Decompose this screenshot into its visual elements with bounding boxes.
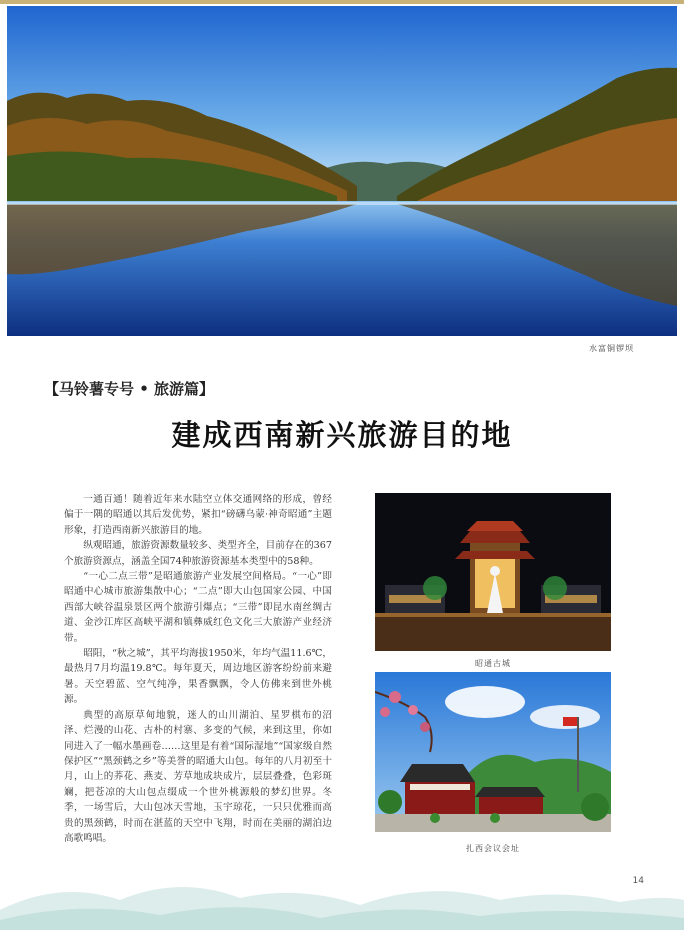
decorative-mountains: [0, 850, 684, 930]
article-body: [64, 492, 332, 846]
article-headline: 建成西南新兴旅游目的地: [171, 418, 513, 452]
photo1-caption: 昭通古城: [475, 659, 511, 668]
ancient-city-photo: [375, 493, 611, 651]
meeting-site-photo: [375, 672, 611, 832]
hero-lake-photo: [7, 6, 677, 336]
paragraph: “一心二点三带”是昭通旅游产业发展空间格局。“一心”即昭通中心城市旅游集散中心；“二点”即大山包国家公园、中国西部大峡谷温泉景区两个旅游引爆点；“三带”即昆水南丝绸古道、金沙江库区高峡平湖和镇彝威红色文化三大旅游产业经济带。: [64, 571, 332, 644]
hero-caption: 水富铜锣坝: [589, 344, 634, 353]
top-accent-bar: [0, 0, 684, 4]
photo2-caption: 扎西会议会址: [466, 844, 520, 853]
paragraph: 纵观昭通，旅游资源数量较多、类型齐全，目前存在的367个旅游资源点，涵盖全国74种旅游资源基本类型中的58种。: [64, 540, 332, 567]
paragraph: 典型的高原草甸地貌，迷人的山川湖泊、星罗棋布的沼泽、烂漫的山花、古朴的村寨、多变的气候，来到这里，你如同进入了一幅水墨画卷……这里是有着“国际湿地”“国家级自然保护区”“黑颈鹤之乡”等美誉的昭通大山包。每年的八月初至十月，山上的荞花、燕麦、芳草地成块成片，层层叠叠，色彩斑斓，把苍凉的大山包点缀成一个世外桃源般的梦幻世界。冬季，一场雪后，大山包冰天雪地，玉宇琼花，一只只优雅而高贵的黑颈鹤，时而在湛蓝的天空中飞翔，时而在美丽的湖泊边高歌鸣唱。: [64, 709, 332, 844]
page-number: 14: [632, 876, 644, 886]
paragraph: 昭阳，“秋之城”，其平均海拔1950米，年均气温11.6℃，最热月7月均温19.8℃。每年夏天，周边地区游客纷纷前来避暑。天空碧蓝、空气纯净，果香飘飘，令人仿佛来到世外桃源。: [64, 648, 332, 706]
section-tag: 【马铃薯专号 • 旅游篇】: [44, 380, 215, 398]
paragraph: 一通百通！随着近年来水陆空立体交通网络的形成，曾经偏于一隅的昭通以其后发优势，紧扣“磅礴乌蒙·神奇昭通”主题形象，打造西南新兴旅游目的地。: [64, 494, 332, 536]
